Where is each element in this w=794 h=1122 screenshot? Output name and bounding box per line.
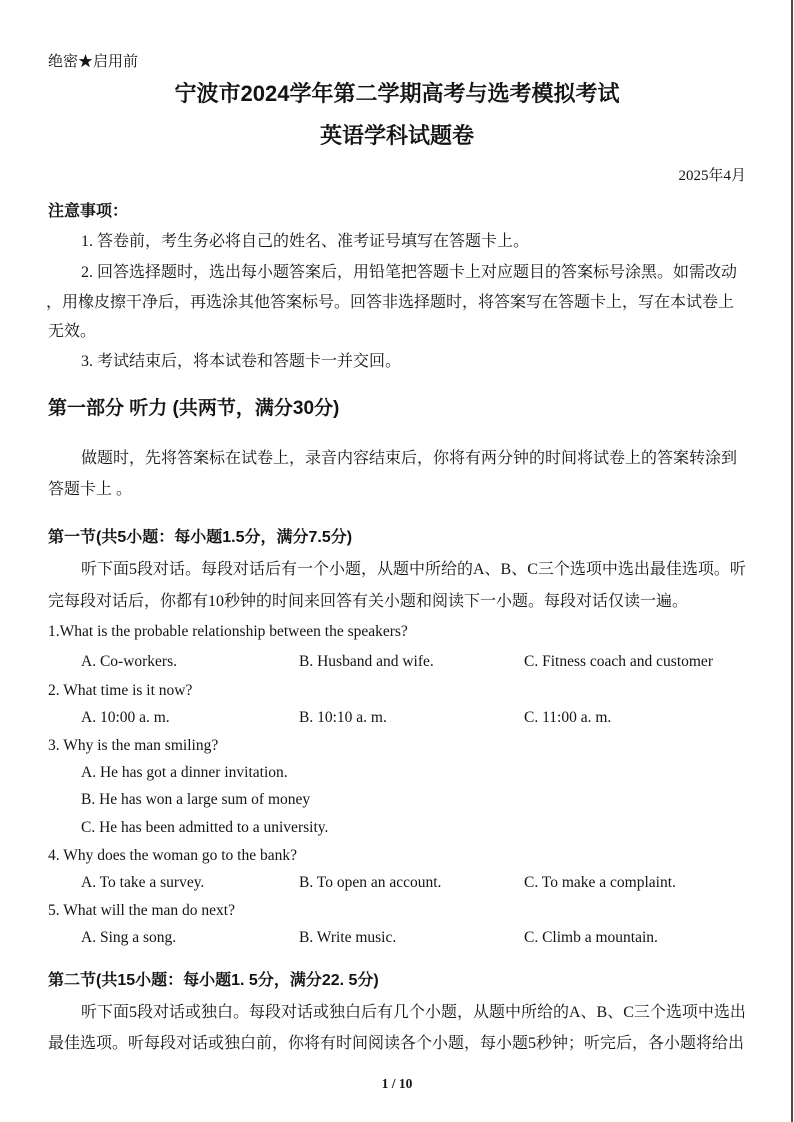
option-b: B. To open an account.: [299, 874, 442, 891]
option-b: B. 10:10 a. m.: [299, 709, 387, 726]
section2-heading: 第二节(共15小题：每小题1. 5分，满分22. 5分): [48, 972, 379, 989]
option-a: A. 10:00 a. m.: [81, 709, 170, 726]
part1-intro-line: 做题时，先将答案标在试卷上，录音内容结束后，你将有两分钟的时间将试卷上的答案转涂到: [81, 450, 738, 467]
option-a: A. To take a survey.: [81, 874, 205, 891]
section2-intro-line: 听下面5段对话或独白。每段对话或独白后有几个小题，从题中所给的A、B、C三个选项中选出: [81, 1004, 746, 1021]
question-text: 5. What will the man do next?: [48, 902, 235, 919]
option-c: C. Fitness coach and customer: [524, 653, 713, 670]
exam-title: 宁波市2024学年第二学期高考与选考模拟考试: [174, 81, 620, 106]
option-c: C. Climb a mountain.: [524, 929, 658, 946]
option-c: C. 11:00 a. m.: [524, 709, 612, 726]
notice-heading: 注意事项：: [48, 203, 129, 220]
notice-line: 无效。: [48, 323, 97, 340]
option-c: C. He has been admitted to a university.: [81, 819, 329, 836]
notice-line: 2. 回答选择题时，选出每小题答案后，用铅笔把答题卡上对应题目的答案标号涂黑。如需改动: [81, 264, 738, 281]
exam-subtitle: 英语学科试题卷: [319, 123, 474, 148]
notice-line: ，用橡皮擦干净后，再选涂其他答案标号。回答非选择题时，将答案写在答题卡上，写在本试卷上: [46, 294, 735, 311]
option-c: C. To make a complaint.: [524, 874, 676, 891]
option-a: A. Co-workers.: [81, 653, 177, 670]
secrecy-label: 绝密★启用前: [48, 54, 139, 70]
option-b: B. Husband and wife.: [299, 653, 434, 670]
notice-line: 3. 考试结束后，将本试卷和答题卡一并交回。: [81, 353, 402, 370]
option-b: B. Write music.: [299, 929, 397, 946]
question-text: 1.What is the probable relationship between the speakers?: [48, 623, 408, 640]
question-text: 3. Why is the man smiling?: [48, 737, 219, 754]
notice-line: 1. 答卷前，考生务必将自己的姓名、准考证号填写在答题卡上。: [81, 233, 530, 250]
question-text: 4. Why does the woman go to the bank?: [48, 847, 297, 864]
section1-heading: 第一节(共5小题：每小题1.5分，满分7.5分): [48, 529, 353, 546]
page-number: 1 / 10: [381, 1076, 413, 1091]
section2-intro-line: 最佳选项。听每段对话或独白前，你将有时间阅读各个小题，每小题5秒钟；听完后，各小题将给出: [48, 1035, 745, 1052]
page-edge-scan-line: [791, 0, 793, 1122]
exam-date: 2025年4月: [678, 168, 746, 184]
option-b: B. He has won a large sum of money: [81, 791, 311, 808]
section1-intro-line: 听下面5段对话。每段对话后有一个小题，从题中所给的A、B、C三个选项中选出最佳选项。听: [81, 561, 746, 578]
part1-intro-line: 答题卡上 。: [48, 481, 133, 498]
option-a: A. Sing a song.: [81, 929, 177, 946]
part1-heading: 第一部分 听力 (共两节，满分30分): [48, 398, 340, 419]
section1-intro-line: 完每段对话后，你都有10秒钟的时间来回答有关小题和阅读下一小题。每段对话仅读一遍。: [48, 593, 689, 610]
question-text: 2. What time is it now?: [48, 682, 193, 699]
option-a: A. He has got a dinner invitation.: [81, 764, 288, 781]
